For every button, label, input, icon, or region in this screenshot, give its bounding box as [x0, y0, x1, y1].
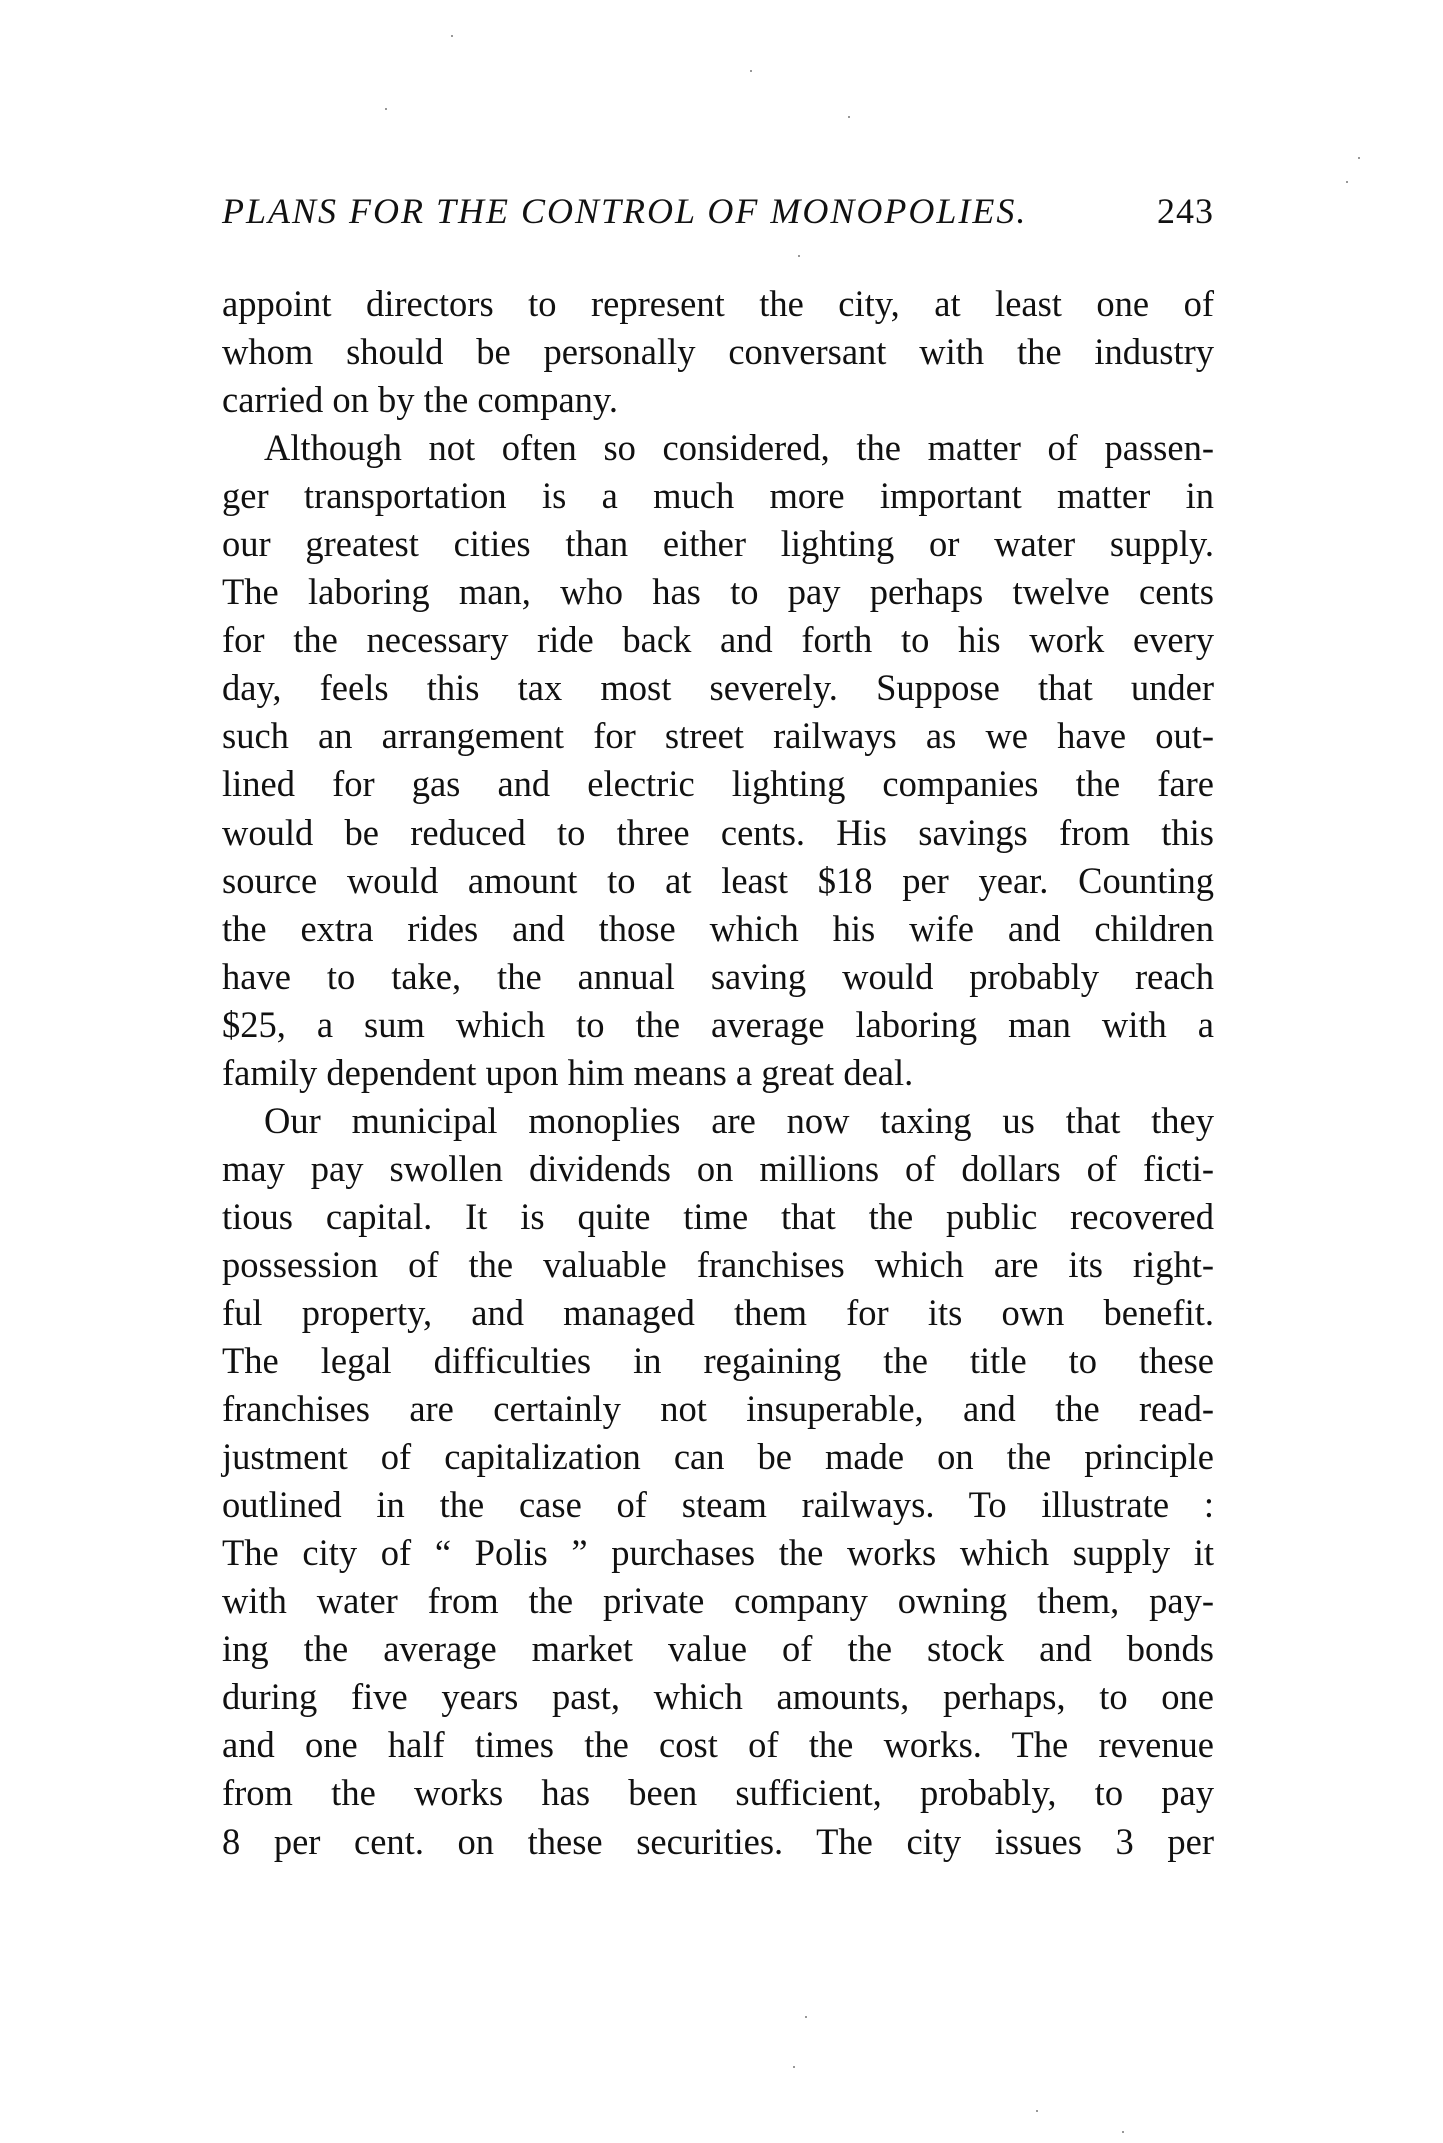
- scan-speck: [750, 70, 752, 72]
- text-line: our greatest cities than either lighting or water supply.: [222, 523, 1214, 565]
- text-line: 8 per cent. on these securities. The city issues 3 per: [222, 1820, 1214, 1862]
- text-line: The legal difficulties in regaining the title to these: [222, 1340, 1214, 1382]
- text-line: ful property, and managed them for its own benefit.: [222, 1291, 1214, 1333]
- text-line: may pay swollen dividends on millions of dollars of ficti-: [222, 1147, 1214, 1189]
- text-line: lined for gas and electric lighting companies the fare: [222, 763, 1214, 805]
- text-line: would be reduced to three cents. His savings from this: [222, 811, 1214, 853]
- text-line: such an arrangement for street railways as we have out-: [222, 715, 1214, 757]
- text-line: source would amount to at least $18 per year. Counting: [222, 859, 1214, 901]
- scan-speck: [1036, 2110, 1038, 2112]
- text-line: ing the average market value of the stock and bonds: [222, 1628, 1214, 1670]
- text-line: The laboring man, who has to pay perhaps twelve cents: [222, 571, 1214, 613]
- paragraph-start-line: Our municipal monoplies are now taxing us that they: [264, 1099, 1214, 1141]
- text-line: outlined in the case of steam railways. To illustrate :: [222, 1484, 1214, 1526]
- scan-speck: [385, 108, 387, 110]
- text-line: day, feels this tax most severely. Suppose that under: [222, 667, 1214, 709]
- text-line: have to take, the annual saving would probably reach: [222, 955, 1214, 997]
- running-head: [222, 190, 1214, 240]
- text-line: from the works has been sufficient, probably, to pay: [222, 1772, 1214, 1814]
- scan-speck: [1346, 181, 1348, 183]
- text-line: possession of the valuable franchises which are its right-: [222, 1243, 1214, 1285]
- text-line: ger transportation is a much more important matter in: [222, 475, 1214, 517]
- text-line: family dependent upon him means a great deal.: [222, 1051, 914, 1093]
- scan-speck: [451, 35, 453, 37]
- scan-speck: [1122, 2131, 1124, 2133]
- text-line: franchises are certainly not insuperable, and the read-: [222, 1388, 1214, 1430]
- text-line: and one half times the cost of the works. The revenue: [222, 1724, 1214, 1766]
- scan-speck: [805, 2016, 807, 2018]
- text-line: during five years past, which amounts, perhaps, to one: [222, 1676, 1214, 1718]
- scan-speck: [848, 116, 850, 118]
- text-line: for the necessary ride back and forth to his work every: [222, 619, 1214, 661]
- paragraph-start-line: Although not often so considered, the matter of passen-: [264, 427, 1214, 469]
- body-text: [222, 280, 1214, 1866]
- page-number: 243: [1157, 191, 1214, 231]
- text-line: appoint directors to represent the city, at least one of: [222, 283, 1214, 324]
- text-line: justment of capitalization can be made on the principle: [222, 1436, 1214, 1478]
- text-line: the extra rides and those which his wife and children: [222, 907, 1214, 949]
- text-line: The city of “ Polis ” purchases the works which supply it: [222, 1532, 1214, 1574]
- text-line: carried on by the company.: [222, 379, 618, 421]
- text-line: whom should be personally conversant with the industry: [222, 331, 1214, 373]
- text-line: with water from the private company owning them, pay-: [222, 1580, 1214, 1622]
- scan-speck: [798, 255, 800, 257]
- text-line: tious capital. It is quite time that the public recovered: [222, 1195, 1214, 1237]
- text-line: $25, a sum which to the average laboring man with a: [222, 1003, 1214, 1045]
- running-head-title: PLANS FOR THE CONTROL OF MONOPOLIES.: [222, 191, 1028, 231]
- scan-speck: [1358, 157, 1360, 159]
- scan-speck: [793, 2066, 795, 2068]
